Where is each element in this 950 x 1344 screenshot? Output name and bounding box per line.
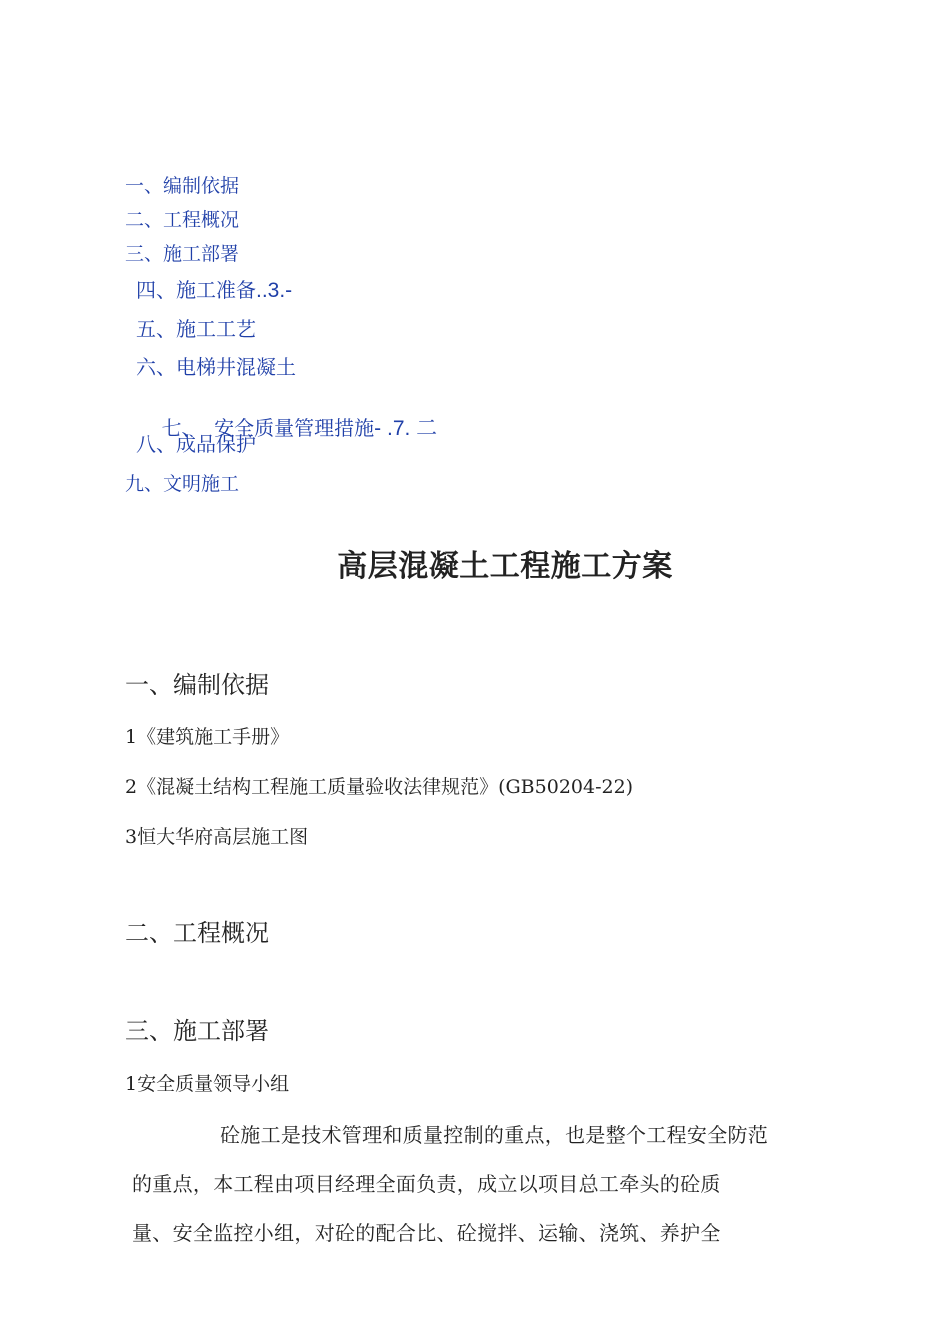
toc-item-preparation[interactable] [136, 278, 292, 303]
toc-item-process[interactable] [136, 317, 256, 341]
toc-item-deployment[interactable] [125, 242, 239, 266]
section-heading-deployment: 三、施工部署 [125, 1017, 269, 1045]
reference-item: 2《混凝土结构工程施工质量验收法律规范》(GB50204-22) [125, 776, 634, 798]
toc-item-overview[interactable] [125, 208, 239, 232]
toc-item-basis[interactable] [125, 174, 239, 198]
toc-item-page-leader: - .7. 二 [374, 417, 438, 440]
paragraph-line: 量、安全监控小组，对砼的配合比、砼搅拌、运输、浇筑、养护全 [132, 1221, 721, 1245]
toc-item-label: 六、电梯井混凝土 [136, 355, 296, 379]
subsection-heading: 1安全质量领导小组 [125, 1073, 290, 1095]
toc-item-civilized[interactable] [125, 472, 239, 496]
section-heading-overview: 二、工程概况 [125, 919, 269, 947]
toc-item-label: 三、施工部署 [125, 243, 240, 265]
reference-item: 3恒大华府高层施工图 [125, 826, 309, 848]
paragraph-line: 砼施工是技术管理和质量控制的重点，也是整个工程安全防范 [220, 1123, 769, 1147]
toc-item-label: 四、施工准备 [136, 278, 256, 302]
toc-item-label: 五、施工工艺 [136, 317, 256, 341]
toc-item-elevator-shaft[interactable] [136, 355, 296, 379]
document-title: 高层混凝土工程施工方案 [337, 549, 673, 584]
toc-item-label: 二、工程概况 [125, 209, 240, 231]
toc-item-label: 一、编制依据 [125, 175, 240, 197]
toc-item-label: 八、成品保护 [136, 432, 256, 456]
paragraph-line: 的重点，本工程由项目经理全面负责，成立以项目总工牵头的砼质 [132, 1172, 721, 1196]
section-heading-basis: 一、编制依据 [125, 671, 269, 699]
toc-item-label: 七、 安全质量管理措施 [161, 416, 375, 440]
toc-item-page-leader: ..3.- [256, 279, 293, 302]
toc-item-label: 九、文明施工 [125, 473, 240, 495]
reference-item: 1《建筑施工手册》 [125, 726, 290, 748]
toc-item-protection[interactable] [136, 432, 256, 456]
